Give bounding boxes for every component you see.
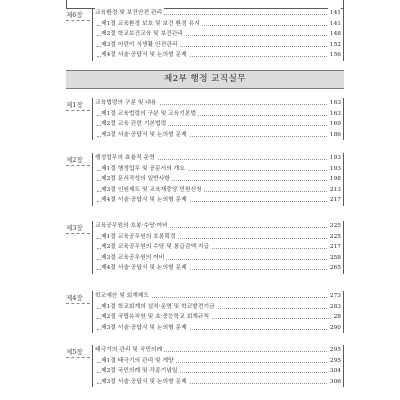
chapter-panel: [92, 8, 344, 61]
entry-title: 제2절 학교보건교육 및 보건관리: [101, 29, 185, 40]
section-row[interactable]: [93, 323, 343, 334]
page-number: 156: [328, 50, 341, 61]
page-number: 225: [328, 232, 341, 243]
page-number: 295: [328, 345, 341, 356]
page-number: 141: [328, 19, 341, 30]
entry-title: 제2절 국립유치원 및 초·중등학교 회계규칙: [101, 312, 211, 323]
page-number: 225: [328, 221, 341, 232]
page-number: 198: [328, 174, 341, 185]
chapter-title-row[interactable]: [93, 8, 343, 19]
section-row[interactable]: [93, 119, 343, 130]
chapter-title-row[interactable]: [93, 345, 343, 356]
section-row[interactable]: [93, 109, 343, 120]
entry-title: 제3절 교육공무원의 여비: [101, 253, 166, 264]
entry-title: 제3절 서술·공답식 및 논의형 문제: [101, 377, 189, 388]
chapter-title-row[interactable]: [93, 221, 343, 232]
page-number: 265: [328, 263, 341, 274]
section-row[interactable]: [93, 242, 343, 253]
section-row[interactable]: [93, 253, 343, 264]
chapter-label: 제4장: [66, 293, 90, 304]
chapter-panel: [92, 291, 344, 333]
entry-title: 제3절 서술·공답식 및 논의형 문제: [101, 323, 189, 334]
page-number: 213: [328, 185, 341, 196]
page-number: 283: [328, 302, 341, 313]
section-row[interactable]: [93, 29, 343, 40]
section-row[interactable]: [93, 164, 343, 175]
section-row[interactable]: [93, 377, 343, 388]
entry-title: 교육법령의 구분 및 내용: [95, 98, 159, 109]
entry-title: 제4절 서술·공답식 및 논의형 문제: [101, 50, 189, 61]
entry-title: 교육환경 및 보건안전 관리: [95, 8, 164, 19]
entry-title: 제2절 문서작성의 일반사항: [101, 174, 172, 185]
chapter-label: 제6장: [66, 10, 90, 21]
chapter-panel: [92, 98, 344, 140]
page-number: 148: [328, 29, 341, 40]
entry-title: 제1절 교육법령의 구분 및 교육기본법: [101, 109, 198, 120]
entry-title: 제1절 교육환경 보호 및 보건 환경 유지: [101, 19, 202, 30]
page-number: 141: [328, 8, 341, 19]
page-number: 217: [328, 242, 341, 253]
page-number: 290: [328, 323, 341, 334]
section-row[interactable]: [93, 40, 343, 51]
entry-title: 행정업무의 효율적 운영: [95, 153, 157, 164]
entry-title: 제3절 어린이 식생활 안전관리: [101, 40, 179, 51]
section-row[interactable]: [93, 174, 343, 185]
page-number: 163: [328, 109, 341, 120]
entry-title: 제2절 국민의례 및 각종기념일: [101, 366, 179, 377]
section-row[interactable]: [93, 195, 343, 206]
section-row[interactable]: [93, 130, 343, 141]
page-number: 186: [328, 130, 341, 141]
chapter-panel: [92, 221, 344, 274]
page-number: 306: [328, 377, 341, 388]
chapter-label: 제5장: [66, 347, 90, 358]
page-number: 273: [328, 291, 341, 302]
chapter-panel: [92, 153, 344, 206]
page-number: 152: [328, 40, 341, 51]
section-row[interactable]: [93, 185, 343, 196]
section-row[interactable]: [93, 263, 343, 274]
chapter-label: 제1장: [66, 100, 90, 111]
chapter-panel: [92, 345, 344, 387]
page-number: 193: [328, 153, 341, 164]
entry-title: 제1절 학교회계의 설치·운영 및 학교발전기금: [101, 302, 217, 313]
entry-title: 제2절 교육공무원의 수당 및 봉급감액 지급: [101, 242, 211, 253]
page-number: 217: [328, 195, 341, 206]
page-number: 295: [328, 356, 341, 367]
page-number: 163: [328, 98, 341, 109]
page-number: 28: [332, 312, 341, 323]
section-row[interactable]: [93, 232, 343, 243]
entry-title: 제4절 서술·공답식 및 논의형 문제: [101, 263, 189, 274]
entry-title: 태극기의 관리 및 국민의례: [95, 345, 164, 356]
section-row[interactable]: [93, 366, 343, 377]
entry-title: 교육공무원의 호봉·수당·여비: [95, 221, 170, 232]
section-row[interactable]: [93, 19, 343, 30]
chapter-title-row[interactable]: [93, 291, 343, 302]
section-row[interactable]: [93, 356, 343, 367]
section-row[interactable]: [93, 312, 343, 323]
entry-title: 제2절 교육 관련 기본법령: [101, 119, 168, 130]
section-row[interactable]: [93, 302, 343, 313]
entry-title: 제3절 서술·공답식 및 논의형 문제: [101, 130, 189, 141]
part-title: 제2부 행정 교직실무: [66, 70, 344, 89]
page-number: 169: [328, 119, 341, 130]
chapter-title-row[interactable]: [93, 153, 343, 164]
chapter-label: 제3장: [66, 223, 90, 234]
entry-title: 학교예산 및 회계제도: [95, 291, 151, 302]
page-number: 304: [328, 366, 341, 377]
chapter-title-row[interactable]: [93, 98, 343, 109]
entry-title: 제1절 교육공무원의 호봉획정: [101, 232, 178, 243]
entry-title: 제1절 행정업무 및 공문서의 개요: [101, 164, 187, 175]
page-number: 193: [328, 164, 341, 175]
entry-title: 제1절 태극기의 관리 및 게양: [101, 356, 176, 367]
section-row[interactable]: [93, 50, 343, 61]
entry-title: 제3절 인원제도 및 교육재중앙 민원신청: [101, 185, 204, 196]
page-number: 258: [328, 253, 341, 264]
entry-title: 제4절 서술·공답식 및 논의형 문제: [101, 195, 189, 206]
chapter-label: 제2장: [66, 155, 90, 166]
